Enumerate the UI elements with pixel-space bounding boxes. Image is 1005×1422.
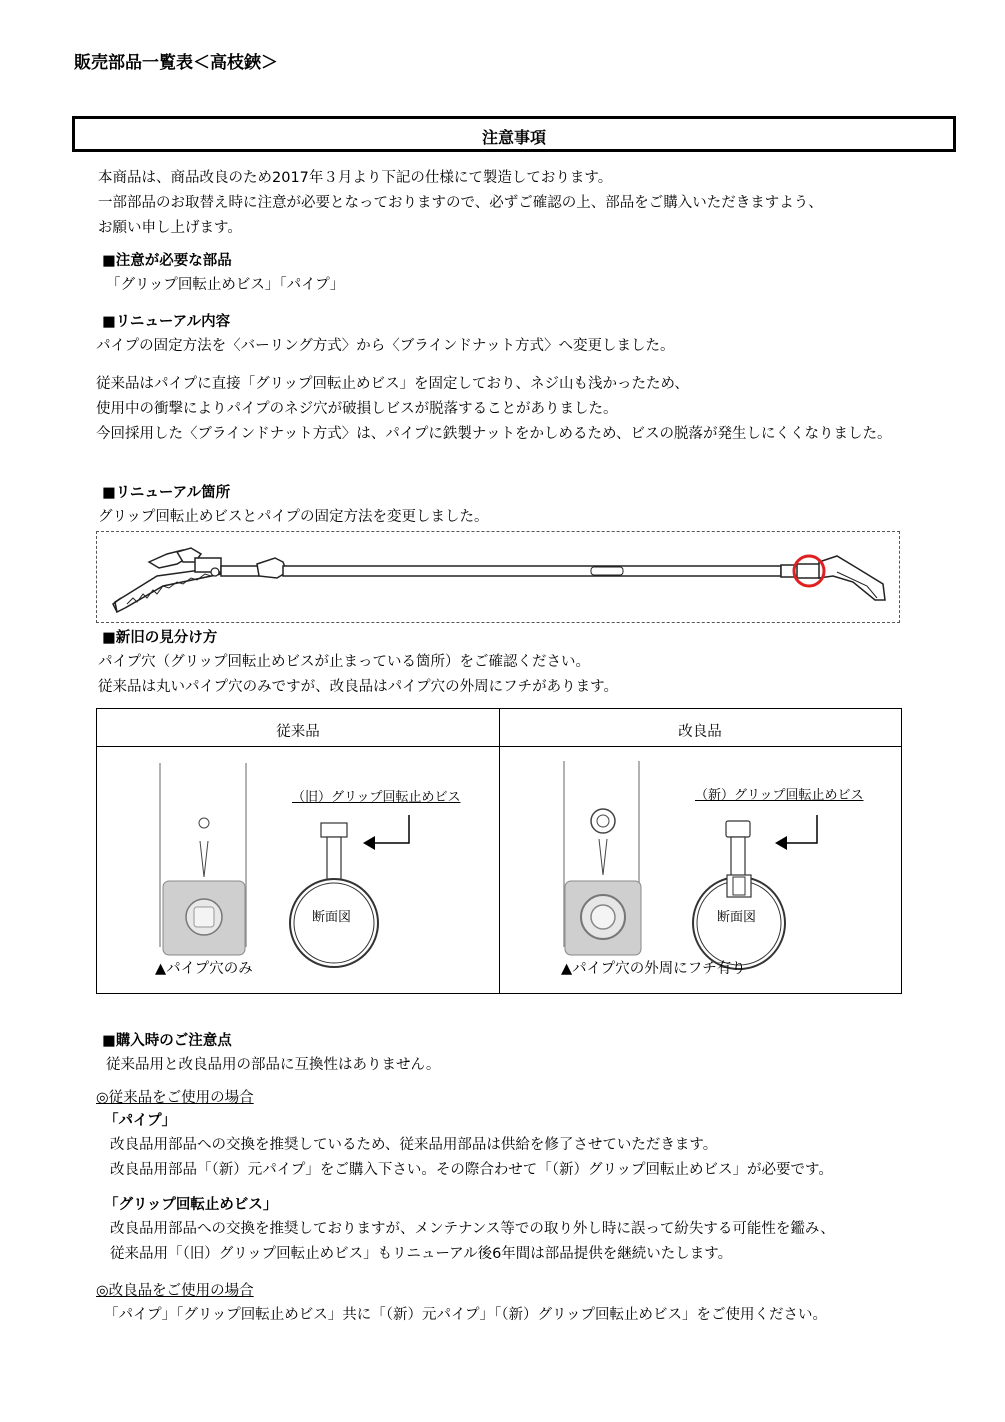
intro-line-3: お願い申し上げます。 (98, 220, 242, 236)
notice-title-box (72, 116, 956, 152)
purchase-text: 従来品用と改良品用の部品に互換性はありません。 (106, 1057, 441, 1073)
parts-text: 「グリップ回転止めビス」「パイプ」 (106, 277, 345, 293)
intro-line-2: 一部部品のお取替え時に注意が必要となっておりますので、必ずご確認の上、部品をご購入いただきますよう、 (98, 195, 823, 211)
new-usage-heading: ◎改良品をご使用の場合 (96, 1283, 254, 1299)
renewal-text: パイプの固定方法を〈バーリング方式〉から〈ブラインドナット方式〉へ変更しました。 (96, 338, 675, 354)
identify-heading: ■新旧の見分け方 (102, 630, 218, 646)
intro-line-1: 本商品は、商品改良のため2017年３月より下記の仕様にて製造しております。 (98, 170, 613, 186)
old-screw-line-2: 従来品用「（旧）グリップ回転止めビス」もリニューアル後6年間は部品提供を継続いたします。 (110, 1246, 733, 1262)
identify-line-1: パイプ穴（グリップ回転止めビスが止まっている箇所）をご確認ください。 (98, 654, 590, 670)
pruner-diagram-box (96, 531, 900, 623)
renewal-detail-3: 今回採用した〈ブラインドナット方式〉は、パイプに鉄製ナットをかしめるため、ビスの脱落が発生しにくくなりました。 (96, 426, 892, 442)
location-text: グリップ回転止めビスとパイプの固定方法を変更しました。 (98, 509, 489, 525)
old-screw-label: （旧）グリップ回転止めビス (292, 790, 461, 805)
renewal-detail-2: 使用中の衝撃によりパイプのネジ穴が破損しビスが脱落することがありました。 (96, 401, 618, 417)
old-pipe-title: 「パイプ」 (104, 1113, 177, 1129)
new-caption: ▲パイプ穴の外周にフチ有り (561, 961, 746, 977)
old-pipe-line-1: 改良品用部品への交換を推奨しているため、従来品用部品は供給を修了させていただきます。 (110, 1137, 718, 1153)
notice-title: 注意事項 (481, 128, 546, 147)
new-usage-text: 「パイプ」「グリップ回転止めビス」共に「（新）元パイプ」「（新）グリップ回転止めビス」をご使用ください。 (104, 1307, 827, 1323)
old-header: 従来品 (276, 724, 320, 740)
parts-heading: ■注意が必要な部品 (102, 253, 232, 269)
old-pipe-illustration (97, 747, 499, 993)
location-heading: ■リニューアル箇所 (102, 485, 231, 501)
old-usage-heading: ◎従来品をご使用の場合 (96, 1090, 254, 1106)
comparison-table (96, 708, 902, 994)
renewal-detail-1: 従来品はパイプに直接「グリップ回転止めビス」を固定しており、ネジ山も浅かったため、 (96, 376, 689, 392)
new-screw-label: （新）グリップ回転止めビス (695, 788, 864, 803)
new-section-label: 断面図 (717, 910, 757, 925)
identify-line-2: 従来品は丸いパイプ穴のみですが、改良品はパイプ穴の外周にフチがあります。 (98, 679, 618, 695)
old-caption: ▲パイプ穴のみ (155, 961, 253, 977)
page-title: 販売部品一覧表＜高枝鋏＞ (74, 53, 278, 73)
purchase-heading: ■購入時のご注意点 (102, 1033, 232, 1049)
renewal-heading: ■リニューアル内容 (102, 314, 231, 330)
old-screw-title: 「グリップ回転止めビス」 (104, 1197, 278, 1213)
old-screw-line-1: 改良品用部品への交換を推奨しておりますが、メンテナンス等での取り外し時に誤って紛失する可能性を鑑み、 (110, 1221, 835, 1237)
old-section-label: 断面図 (312, 910, 352, 925)
pruner-illustration (97, 532, 901, 624)
new-header: 改良品 (678, 724, 722, 740)
old-pipe-line-2: 改良品用部品「（新）元パイプ」をご購入下さい。その際合わせて「（新）グリップ回転止めビス」が必要です。 (110, 1162, 833, 1178)
